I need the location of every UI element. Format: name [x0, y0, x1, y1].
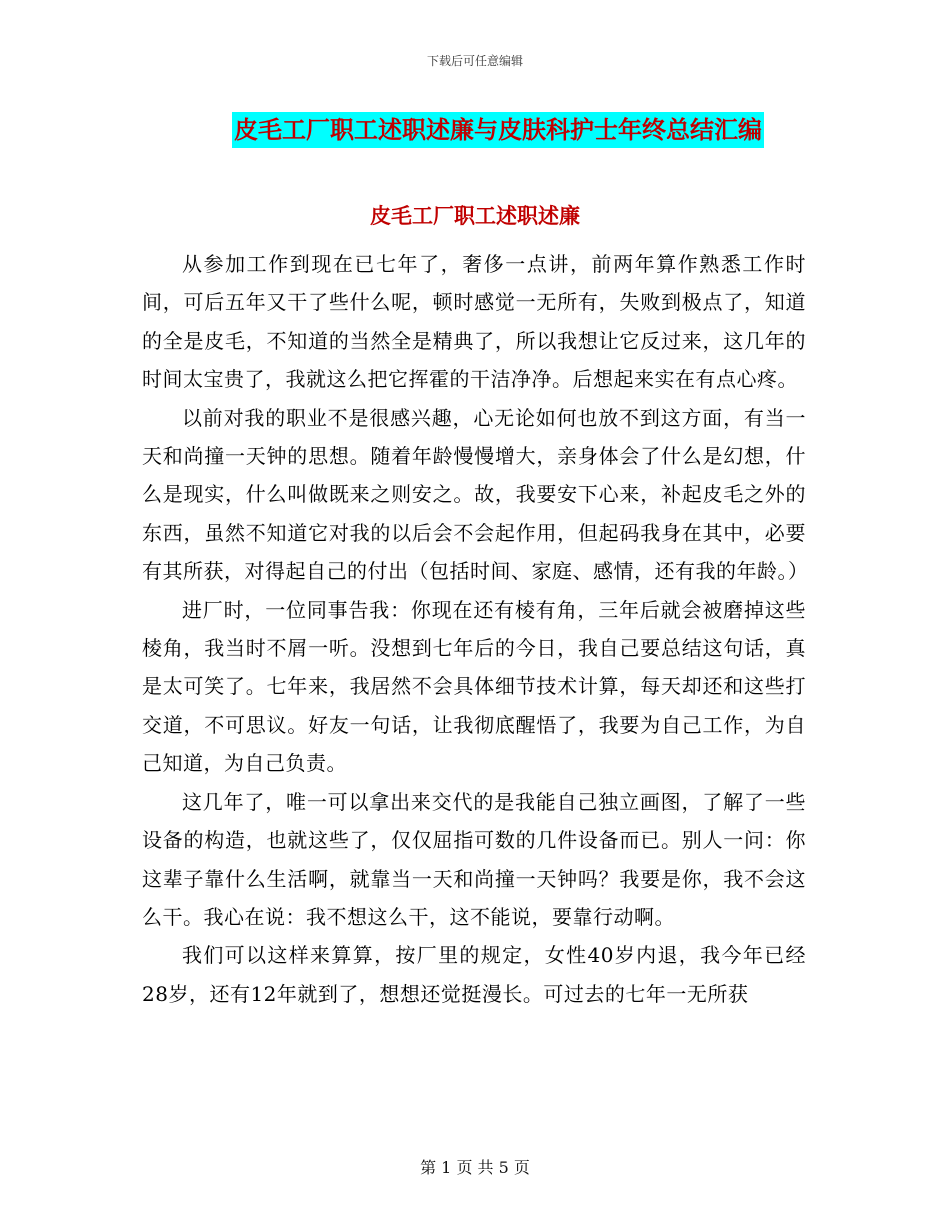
main-title: 皮毛工厂职工述职述廉与皮肤科护士年终总结汇编 — [232, 112, 764, 148]
page-header-note: 下载后可任意编辑 — [426, 54, 523, 68]
page-number: 第 1 页 共 5 页 — [420, 1158, 530, 1177]
main-title-container — [0, 112, 950, 148]
body-paragraph: 进厂时，一位同事告我：你现在还有棱有角，三年后就会被磨掉这些棱角，我当时不屑一听。没想到七年后的今日，我自己要总结这句话，真是太可笑了。七年来，我居然不会具体细节技术计算，每天却还和这些打交道，不可思议。好友一句话，让我彻底醒悟了，我要为自己工作，为自己知道，为自己负责。 — [142, 597, 806, 776]
document-body — [142, 245, 809, 1013]
body-paragraph: 这几年了，唯一可以拿出来交代的是我能自己独立画图，了解了一些设备的构造，也就这些了，仅仅屈指可数的几件设备而已。别人一问：你这辈子靠什么生活啊，就靠当一天和尚撞一天钟吗？我要是你，我不会这么干。我心在说：我不想这么干，这不能说，要靠行动啊。 — [142, 789, 806, 929]
body-paragraph: 从参加工作到现在已七年了，奢侈一点讲，前两年算作熟悉工作时间，可后五年又干了些什么呢，顿时感觉一无所有，失败到极点了，知道的全是皮毛，不知道的当然全是精典了，所以我想让它反过来，这几年的时间太宝贵了，我就这么把它挥霍的干洁净净。后想起来实在有点心疼。 — [142, 252, 806, 392]
body-paragraph: 以前对我的职业不是很感兴趣，心无论如何也放不到这方面，有当一天和尚撞一天钟的思想。随着年龄慢慢增大，亲身体会了什么是幻想，什么是现实，什么叫做既来之则安之。故，我要安下心来，补起皮毛之外的东西，虽然不知道它对我的以后会不会起作用，但起码我身在其中，必要有其所获，对得起自己的付出（包括时间、家庭、感情，还有我的年龄。） — [142, 405, 809, 584]
section-title: 皮毛工厂职工述职述廉 — [370, 204, 580, 228]
body-paragraph: 我们可以这样来算算，按厂里的规定，女性40岁内退，我今年已经28岁，还有12年就到了，想想还觉挺漫长。可过去的七年一无所获 — [142, 943, 806, 1006]
